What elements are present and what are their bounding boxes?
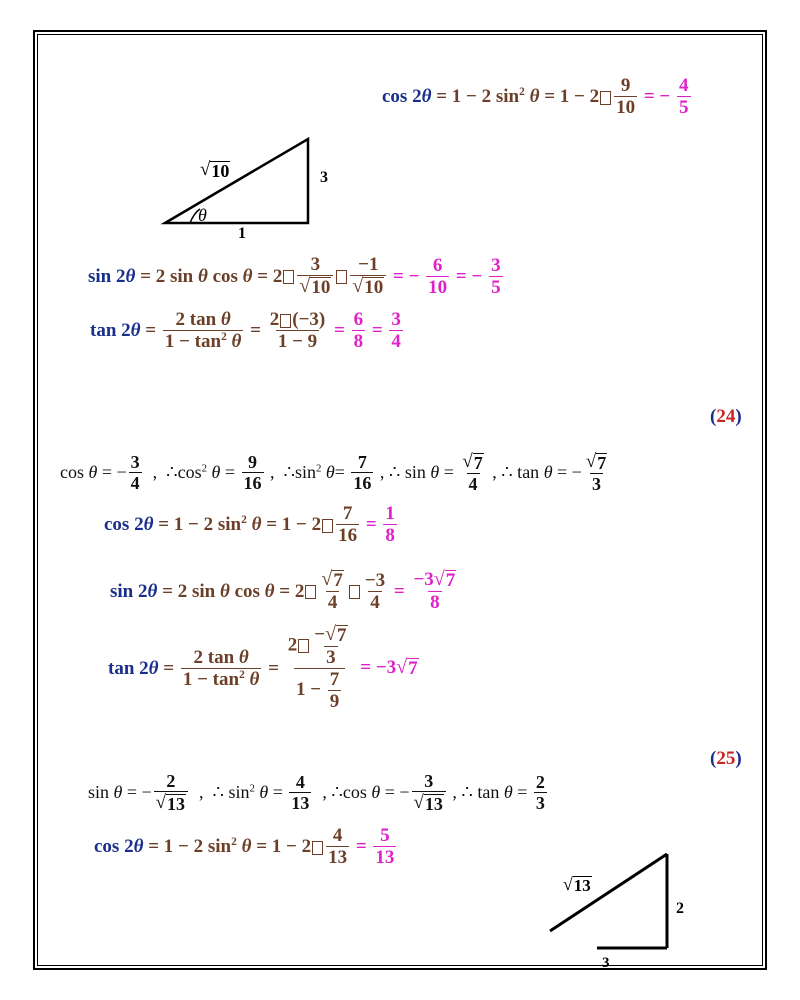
triangle-diagram-1 xyxy=(160,135,340,240)
equation-cos2-25: cos 2θ = 1 − 2 $\sin^2 \theta = 1 - 2$ $\frac{4}{13}$ = $\frac{5}{13}$ xyxy=(94,825,395,868)
equation-tan2-24: tan 2θ = $\frac{\text{2 tan θ}}{1 - \tan^2 \theta}$ = 2 − √ 7 3 1 − $\frac{7}{9}$ = −3 √ 7 xyxy=(108,623,418,712)
equation-cos2-24: cos 2θ = 1 − 2 $\sin^2 \theta = 1 - 2$ $\frac{7}{16}$ = $\frac{1}{8}$ xyxy=(104,503,395,546)
tri2-hypotenuse-label: √ 13 xyxy=(563,874,591,895)
equation-given-24: cos θ = − $\frac{3}{4}$ , $\therefore\cos^2$ θ = $\frac{9}{16}$ , $\therefore\sin^2$ θ= $\frac{7}{16}$ , ∴ sin θ = √ 7 4 , ∴ tan θ = − √ 7 3 xyxy=(60,451,607,494)
equation-sin2-24: sin 2θ = 2 sin θ cos θ = 2 √ 7 4 $\frac{-3}{4}$ = −3 √ 7 8 xyxy=(110,568,456,613)
tri2-adjacent-label: 3 xyxy=(602,955,610,971)
equation-cos2-a: cos 2θ = 1 − 2 $\sin^2 \theta = 1 - 2$ $\frac{9}{10}$ = − $\frac{4}{5}$ xyxy=(382,75,689,118)
triangle-diagram-2 xyxy=(545,848,675,968)
tri2-opposite-label: 2 xyxy=(676,900,684,917)
tri1-opposite-label: 3 xyxy=(320,169,328,186)
tri1-adjacent-label: 1 xyxy=(238,225,246,242)
tri1-angle-label: θ xyxy=(198,205,207,225)
tri1-hypotenuse-label: √ 10 xyxy=(200,159,230,181)
equation-tan2-a: tan 2θ = $\frac{\text{2 tan θ}}{1 - \tan^2 \theta}$ = $\frac{2 (-3)}{1 - 9}$ = $\frac{6}{8}$ = $\frac{3}{4}$ xyxy=(90,309,401,352)
problem-number-24: (24) xyxy=(710,406,742,427)
equation-sin2-a: sin 2θ = 2 sin θ cos θ = 2 3 √ 10 −1 √ 10 = − $\frac{6}{10}$ = − $\frac{3}{5}$ xyxy=(88,254,501,298)
problem-number-25: (25) xyxy=(710,748,742,769)
equation-given-25: sin θ = − 2 √ 13 , ∴ $\sin^2 \theta$ = $\frac{4}{13}$ , ∴cos θ = − 3 √ 13 , ∴ tan θ = $\frac{2}{3}$ xyxy=(88,771,545,814)
